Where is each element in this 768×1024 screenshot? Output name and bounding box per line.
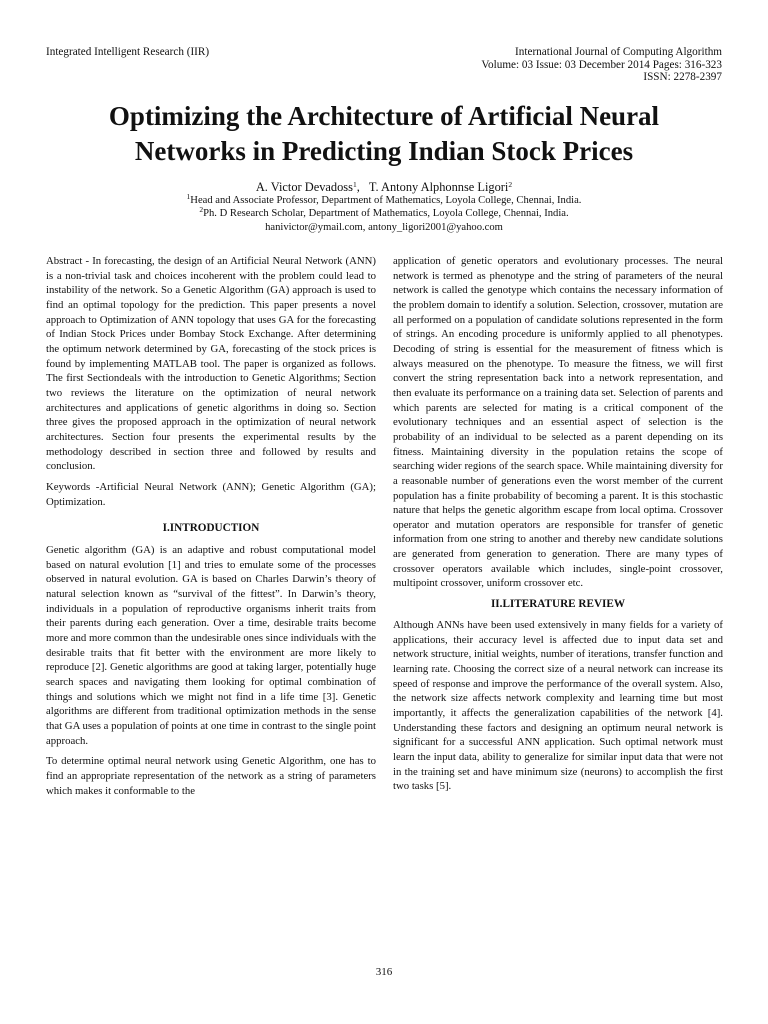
literature-review-heading: II.LITERATURE REVIEW: [490, 598, 626, 611]
author-2: T. Antony Alphonnse Ligori: [368, 180, 509, 194]
paper-title: [20, 99, 748, 169]
title-line-2: Networks in Predicting Indian Stock Prices: [134, 136, 634, 166]
journal-name: International Journal of Computing Algorithm: [515, 46, 722, 58]
author-1-sup: 1: [352, 180, 357, 189]
journal-info: [481, 46, 722, 84]
author-1: A. Victor Devadoss: [255, 180, 353, 194]
journal-issn: ISSN: 2278-2397: [643, 71, 722, 84]
author-2-sup: 2: [508, 180, 513, 189]
author-list: [0, 179, 768, 195]
introduction-heading: I.INTRODUCTION: [162, 522, 260, 535]
introduction-paragraph-2: To determine optimal neural network using Genetic Algorithm, one has to find an appropriate representation of the network as a string of parameters which makes it conformable to the: [46, 755, 376, 797]
affiliations: [0, 194, 768, 234]
affiliation-1: $^1$Head and Associate Professor, Department of Mathematics, Loyola College, Chennai, India.: [186, 192, 582, 206]
author-emails: hanivictor@ymail.com, antony_ligori2001@yahoo.com: [265, 221, 503, 233]
keywords: Keywords -Artificial Neural Network (ANN); Genetic Algorithm (GA); Optimization.: [46, 480, 376, 508]
right-column: [393, 254, 723, 794]
left-column: [46, 254, 376, 798]
author-separator: ,: [356, 180, 369, 194]
literature-review-paragraph-1: Although ANNs have been used extensively in many fields for a variety of applications, their accuracy level is affected due to input data set and network structure, initial weights, number of iterations, transfer function and learning rate. Choosing the correct size of a neural network can increase its speed of response and improve the performance of the overall system. Also, the network size affects network complexity and learning time but most importantly, it affects the generalization capabilities of the network [4]. Understanding these factors and designing an optimum neural network is significant for a successful ANN application. Such optimal network must learn the input data, ability to generalize for similar input data that were not in the training set and have minimum size (neurons) to accomplish the first two tasks [5].: [393, 619, 723, 793]
journal-publisher: Integrated Intelligent Research (IIR): [46, 46, 210, 58]
abstract: Abstract - In forecasting, the design of an Artificial Neural Network (ANN) is a non-trivial task and choices incoherent with the problem could lead to instability of the network. So a Genetic Algorithm (GA) approach is used to find an optimal topology for the prediction. This paper presents a novel approach to Optimization of ANN topology that uses GA for the forecasting of Indian Stock Prices under Bombay Stock Exchange. After determining the optimum network determined by GA, forecasting of the stock prices is found by implementing MATLAB tool. The paper is organized as follows. The first Sectiondeals with the introduction to Genetic Algorithms; Section two reviews the literature on the optimization of neural network architectures and applications of genetic algorithms in doing so. Section three gives the proposed approach in the optimization of neural network architectures. Section four presents the experimental results by the methodology described in section three and followed by results and conclusion.: [46, 255, 376, 473]
journal-volume: Volume: 03 Issue: 03 December 2014 Pages: 316-323: [481, 58, 722, 71]
affiliation-2: $^2$Ph. D Research Scholar, Department of Mathematics, Loyola College, Chennai, India.: [199, 205, 569, 220]
introduction-paragraph-2-continued: application of genetic operators and evolutionary processes. The neural network is termed as phenotype and the string of parameters of the neural network is called the genotype which contains the necessary information of the problem domain to identify a solution. Selection, crossover, mutation are all performed on a population of candidate solutions represented in the form of strings. An encoding procedure is uniformly applied to all phenotypes. Decoding of string is essential for the measurement of fitness which is always measured on the phenotype. To measure the fitness, we will first convert the string representation back into a network representation, and then evaluate its performance on a training data set. Selection of parents and which parents are selected for mating is a critical component of the evolutionary techniques and an essential aspect of selection is the probability of an individual to be selected as a parent depending on its fitness. Maintaining diversity in the population retains the scope of searching wider regions of the search space. While maintaining diversity for a reasonable number of generations even the worst member of the current population has a finite probability of becoming a parent. It is this stochastic nature that helps the genetic algorithm escape from local optima. Crossover operator and mutation operators are responsible for transfer of genetic information from one string to another and thereby new candidate solutions are generated from generation to generation. There are many types of crossover operators available which includes, single-point crossover, multipoint crossover, uniform crossover etc.: [393, 255, 723, 590]
title-line-1: Optimizing the Architecture of Artificial Neural: [108, 101, 660, 131]
introduction-paragraph-1: Genetic algorithm (GA) is an adaptive and robust computational model based on natural evolution [1] and tries to emulate some of the processes observed in natural evolution. GA is based on Charles Darwin’s theory of natural selection known as “survival of the fittest”. In Darwin’s theory, individuals in a population of reproductive organisms inherit traits from their parents during each generation. Over a time, desirable traits become more and more common than the undesirable ones since individuals with the desirable traits that fit better with the environment are more likely to reproduce [2]. Genetic algorithms are good at taking larger, potentially huge search spaces and navigating them looking for optimal combination of things and solutions which we might not find in a life time [3]. Genetic algorithms are different from traditional optimization methods in the sense that GA uses a population of points at one time in contrast to the single point approach.: [46, 544, 376, 747]
page-number: 316: [375, 966, 393, 978]
